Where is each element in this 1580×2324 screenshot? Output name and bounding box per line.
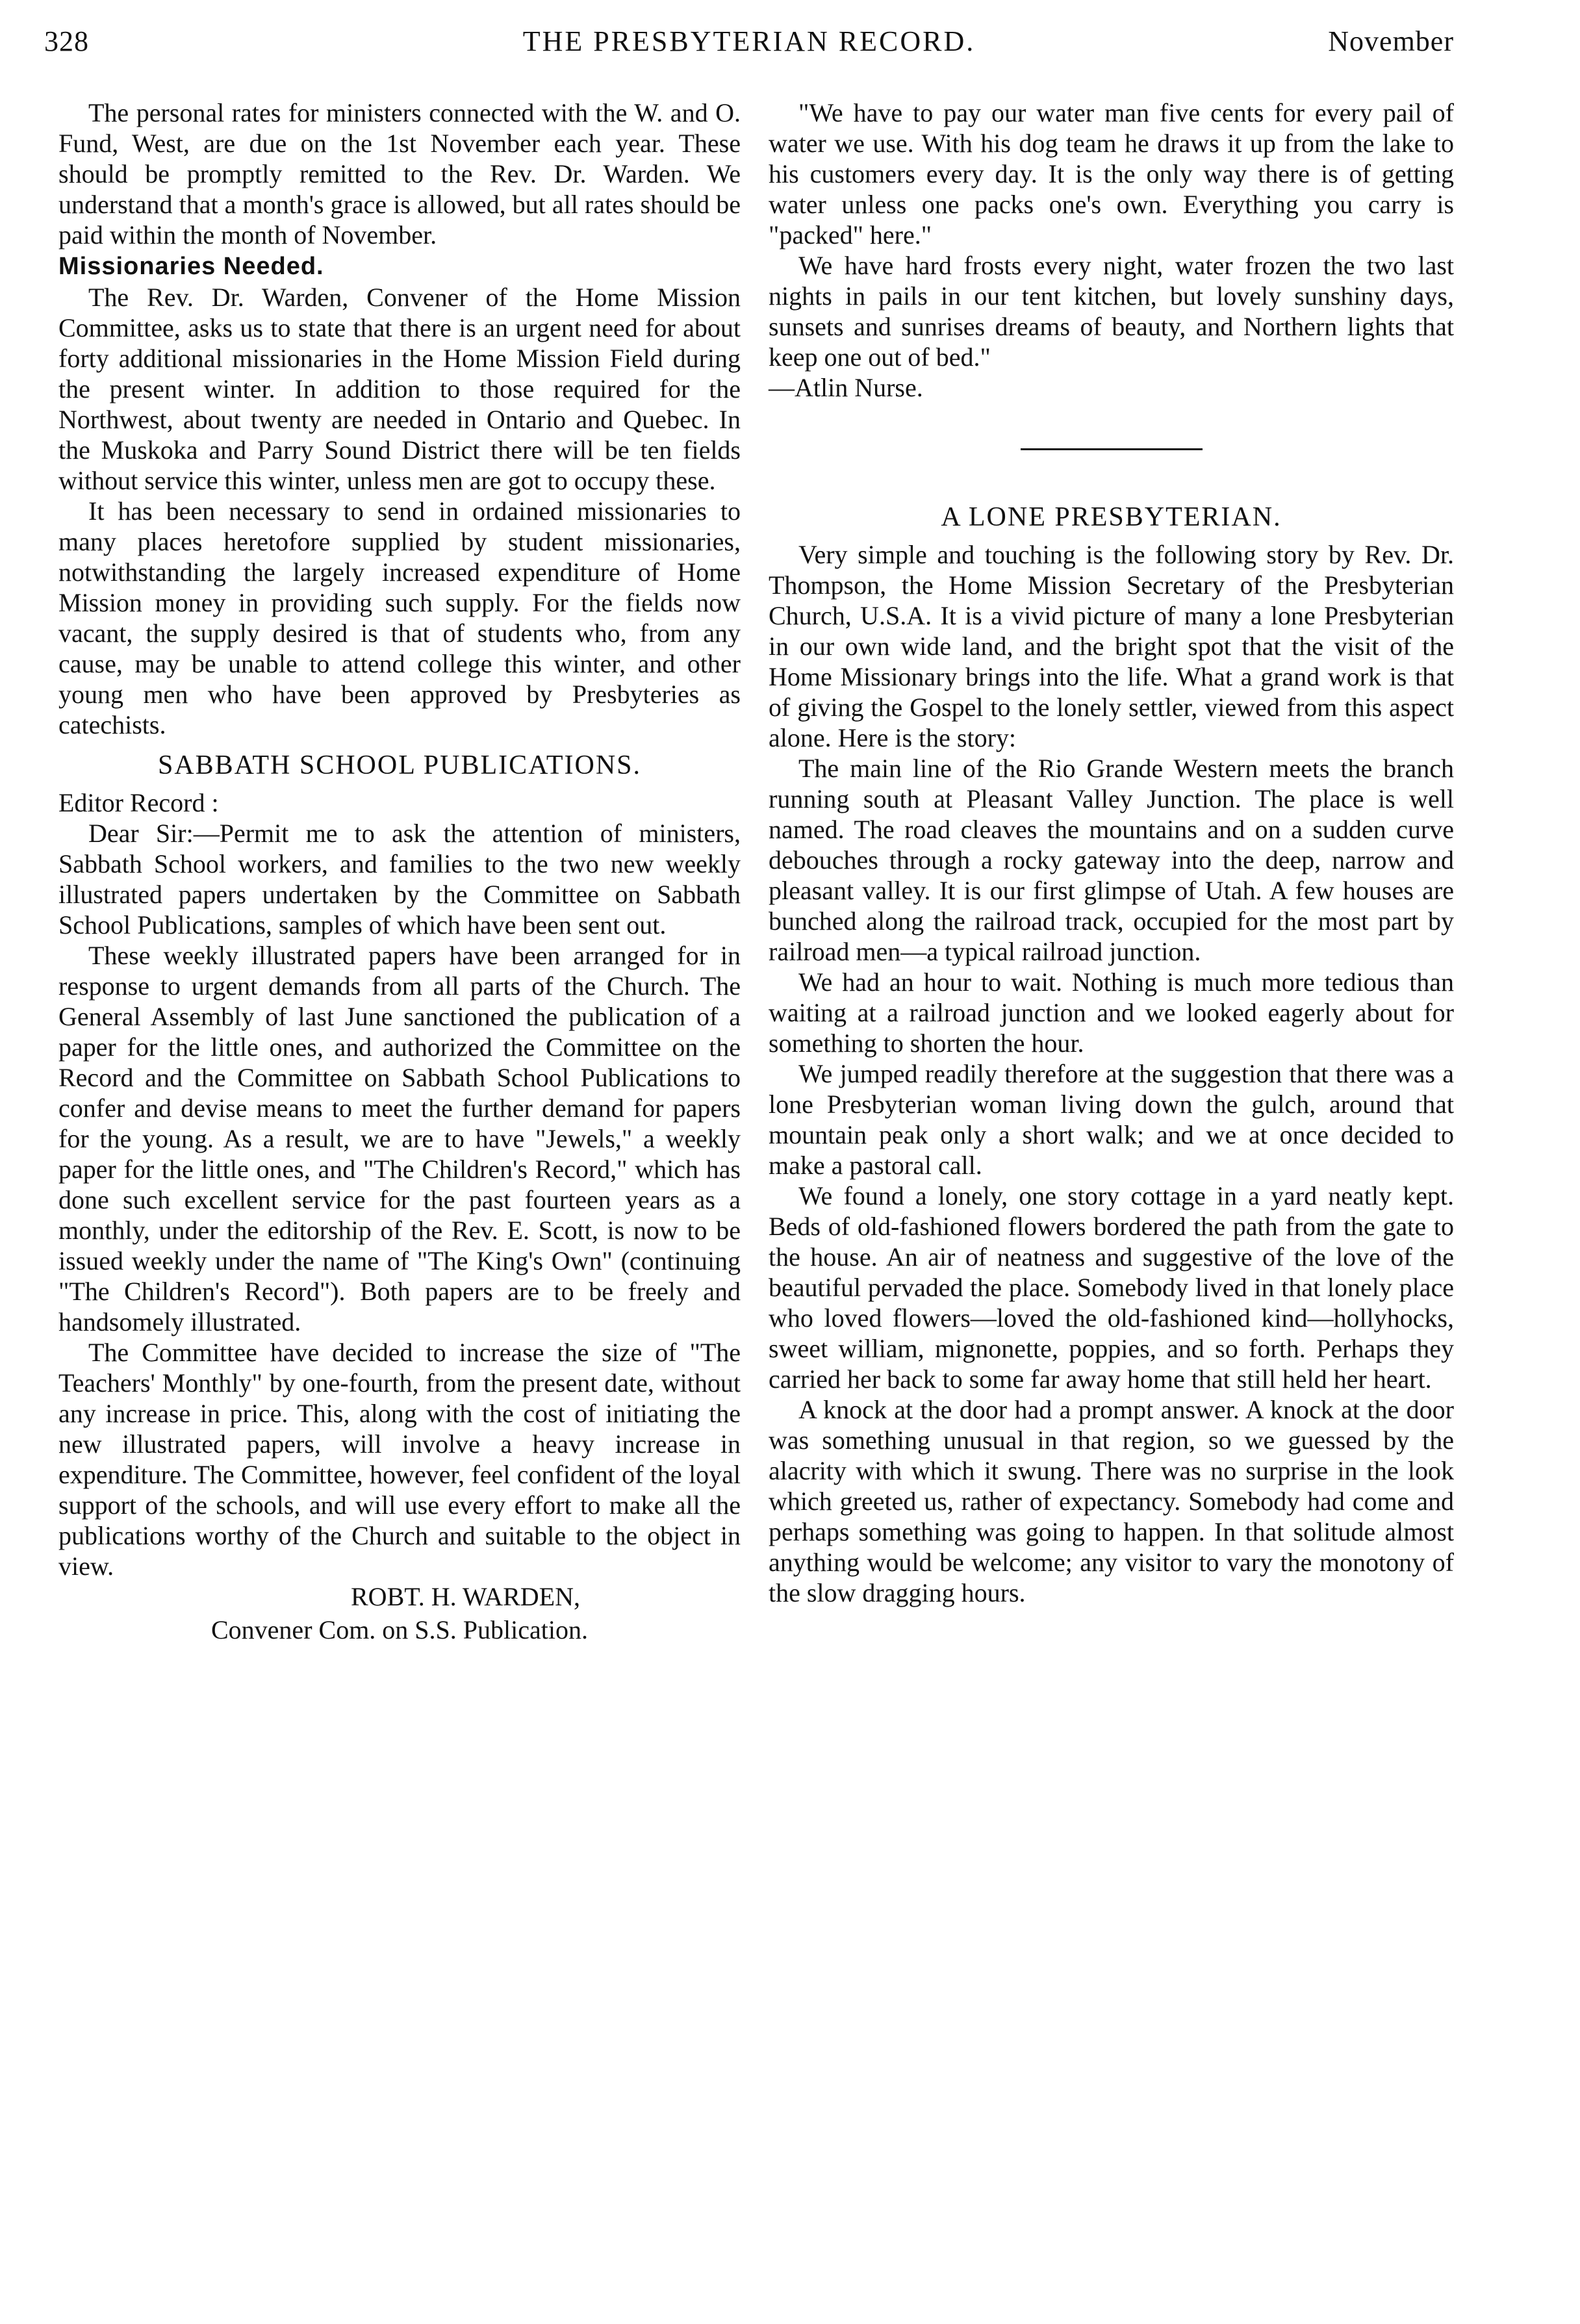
lone-presbyterian-heading: A LONE PRESBYTERIAN. xyxy=(941,502,1282,532)
rates-paragraph: The personal rates for ministers connected with the W. and O. Fund, West, are due on the 1st November each year. These should be promptly remitted to the Rev. Dr. Warden. We understand that a month's grace is allowed, but all rates should be paid within the month of November. xyxy=(58,98,741,249)
page-header xyxy=(44,25,1454,70)
water-paragraph: "We have to pay our water man five cents for every pail of water we use. With his dog team he draws it up from the lake to his customers every day. It is the only way there is of getting water unless one packs one's own. Everything you carry is "packed" here." xyxy=(769,98,1454,249)
page-number: 328 xyxy=(44,25,89,57)
missionaries-paragraph-2: It has been necessary to send in ordained missionaries to many places heretofore supplied by student missionaries, notwithstanding the largely increased expenditure of Home Mission money in providing such supply. For the fields now vacant, the supply desired is that of students who, from any cause, may be unable to attend college this winter, and other young men who have been approved by Presbyteries as catechists. xyxy=(58,496,741,739)
story-paragraph-1: The main line of the Rio Grande Western meets the branch running south at Pleasant Valley Junction. The place is well named. The road cleaves the mountains and on a sudden curve debouches through a rocky gateway into the deep, narrow and pleasant valley. It is our first glimpse of Utah. A few houses are bunched along the railroad track, occupied for the most part by railroad men—a typical railroad junction. xyxy=(769,754,1454,966)
signature-name: ROBT. H. WARDEN, xyxy=(351,1582,580,1611)
right-column xyxy=(769,97,1454,1608)
missionaries-heading: Missionaries Needed. xyxy=(58,253,324,280)
story-paragraph-2: We had an hour to wait. Nothing is much more tedious than waiting at a railroad junction and we looked eagerly about for something to shorten the hour. xyxy=(769,967,1454,1058)
frost-paragraph: We have hard frosts every night, water frozen the two last nights in pails in our tent kitchen, but lovely sunshiny days, sunsets and sunrises dreams of beauty, and Northern lights that keep one out of bed." xyxy=(769,251,1454,372)
story-paragraph-3: We jumped readily therefore at the suggestion that there was a lone Presbyterian woman living down the gulch, around that mountain peak only a short walk; and we at once decided to make a pastoral call. xyxy=(769,1059,1454,1180)
missionaries-paragraph-1: The Rev. Dr. Warden, Convener of the Home Mission Committee, asks us to state that there is an urgent need for about forty additional missionaries in the Home Mission Field during the present winter. In addition to those required for the Northwest, about twenty are needed in Ontario and Quebec. In the Muskoka and Parry Sound District there will be ten fields without service this winter, unless men are got to occupy these. xyxy=(58,283,741,495)
letter-paragraph-1: Dear Sir:—Permit me to ask the attention of ministers, Sabbath School workers, and families to the two new weekly illustrated papers undertaken by the Committee on Sabbath School Publications, samples of which have been sent out. xyxy=(58,819,741,939)
journal-title: THE PRESBYTERIAN RECORD. xyxy=(522,25,976,57)
left-column xyxy=(58,97,741,1645)
attribution: —Atlin Nurse. xyxy=(769,373,923,402)
letter-salutation: Editor Record : xyxy=(58,788,219,817)
story-paragraph-5: A knock at the door had a prompt answer. A knock at the door was something unusual in that region, so we guessed by the alacrity with which it swung. There was no surprise in the look which greeted us, rather of expectancy. Somebody had come and perhaps something was going to happen. In that solitude almost anything would be welcome; any visitor to vary the monotony of the slow dragging hours. xyxy=(769,1395,1454,1607)
signature-title: Convener Com. on S.S. Publication. xyxy=(211,1615,588,1644)
story-paragraph-4: We found a lonely, one story cottage in a yard neatly kept. Beds of old-fashioned flowers bordered the path from the gate to the house. An air of neatness and suggestive of the love of the beautiful pervaded the place. Somebody lived in that lonely place who loved flowers—loved the old-fashioned kind—hollyhocks, sweet william, mignonette, poppies, and so forth. Perhaps they carried her back to some far away home that still held her heart. xyxy=(769,1181,1454,1394)
letter-paragraph-3: The Committee have decided to increase the size of "The Teachers' Monthly" by one-fourth, from the present date, without any increase in price. This, along with the cost of initiating the new illustrated papers, will involve a heavy increase in expenditure. The Committee, however, feel confident of the loyal support of the schools, and will use every effort to make all the publications worthy of the Church and suitable to the object in view. xyxy=(58,1338,741,1581)
sabbath-school-heading: SABBATH SCHOOL PUBLICATIONS. xyxy=(157,750,642,780)
letter-paragraph-2: These weekly illustrated papers have been arranged for in response to urgent demands from all parts of the Church. The General Assembly of last June sanctioned the publication of a paper for the little ones, and authorized the Committee on the Record and the Committee on Sabbath School Publications to confer and devise means to meet the further demand for papers for the young. As a result, we are to have "Jewels," a weekly paper for the little ones, and "The Children's Record," which has done such excellent service for the past fourteen years as a monthly, under the editorship of the Rev. E. Scott, is now to be issued weekly under the name of "The King's Own" (continuing "The Children's Record"). Both papers are to be freely and handsomely illustrated. xyxy=(58,941,741,1336)
issue-month: November xyxy=(1328,25,1454,57)
story-intro-paragraph: Very simple and touching is the following story by Rev. Dr. Thompson, the Home Mission Secretary of the Presbyterian Church, U.S.A. It is a vivid picture of many a lone Presbyterian in our own wide land, and the bright spot that the visit of the Home Missionary brings into the life. What a grand work is that of giving the Gospel to the lonely settler, viewed from this aspect alone. Here is the story: xyxy=(769,540,1454,752)
section-divider xyxy=(1021,448,1203,450)
